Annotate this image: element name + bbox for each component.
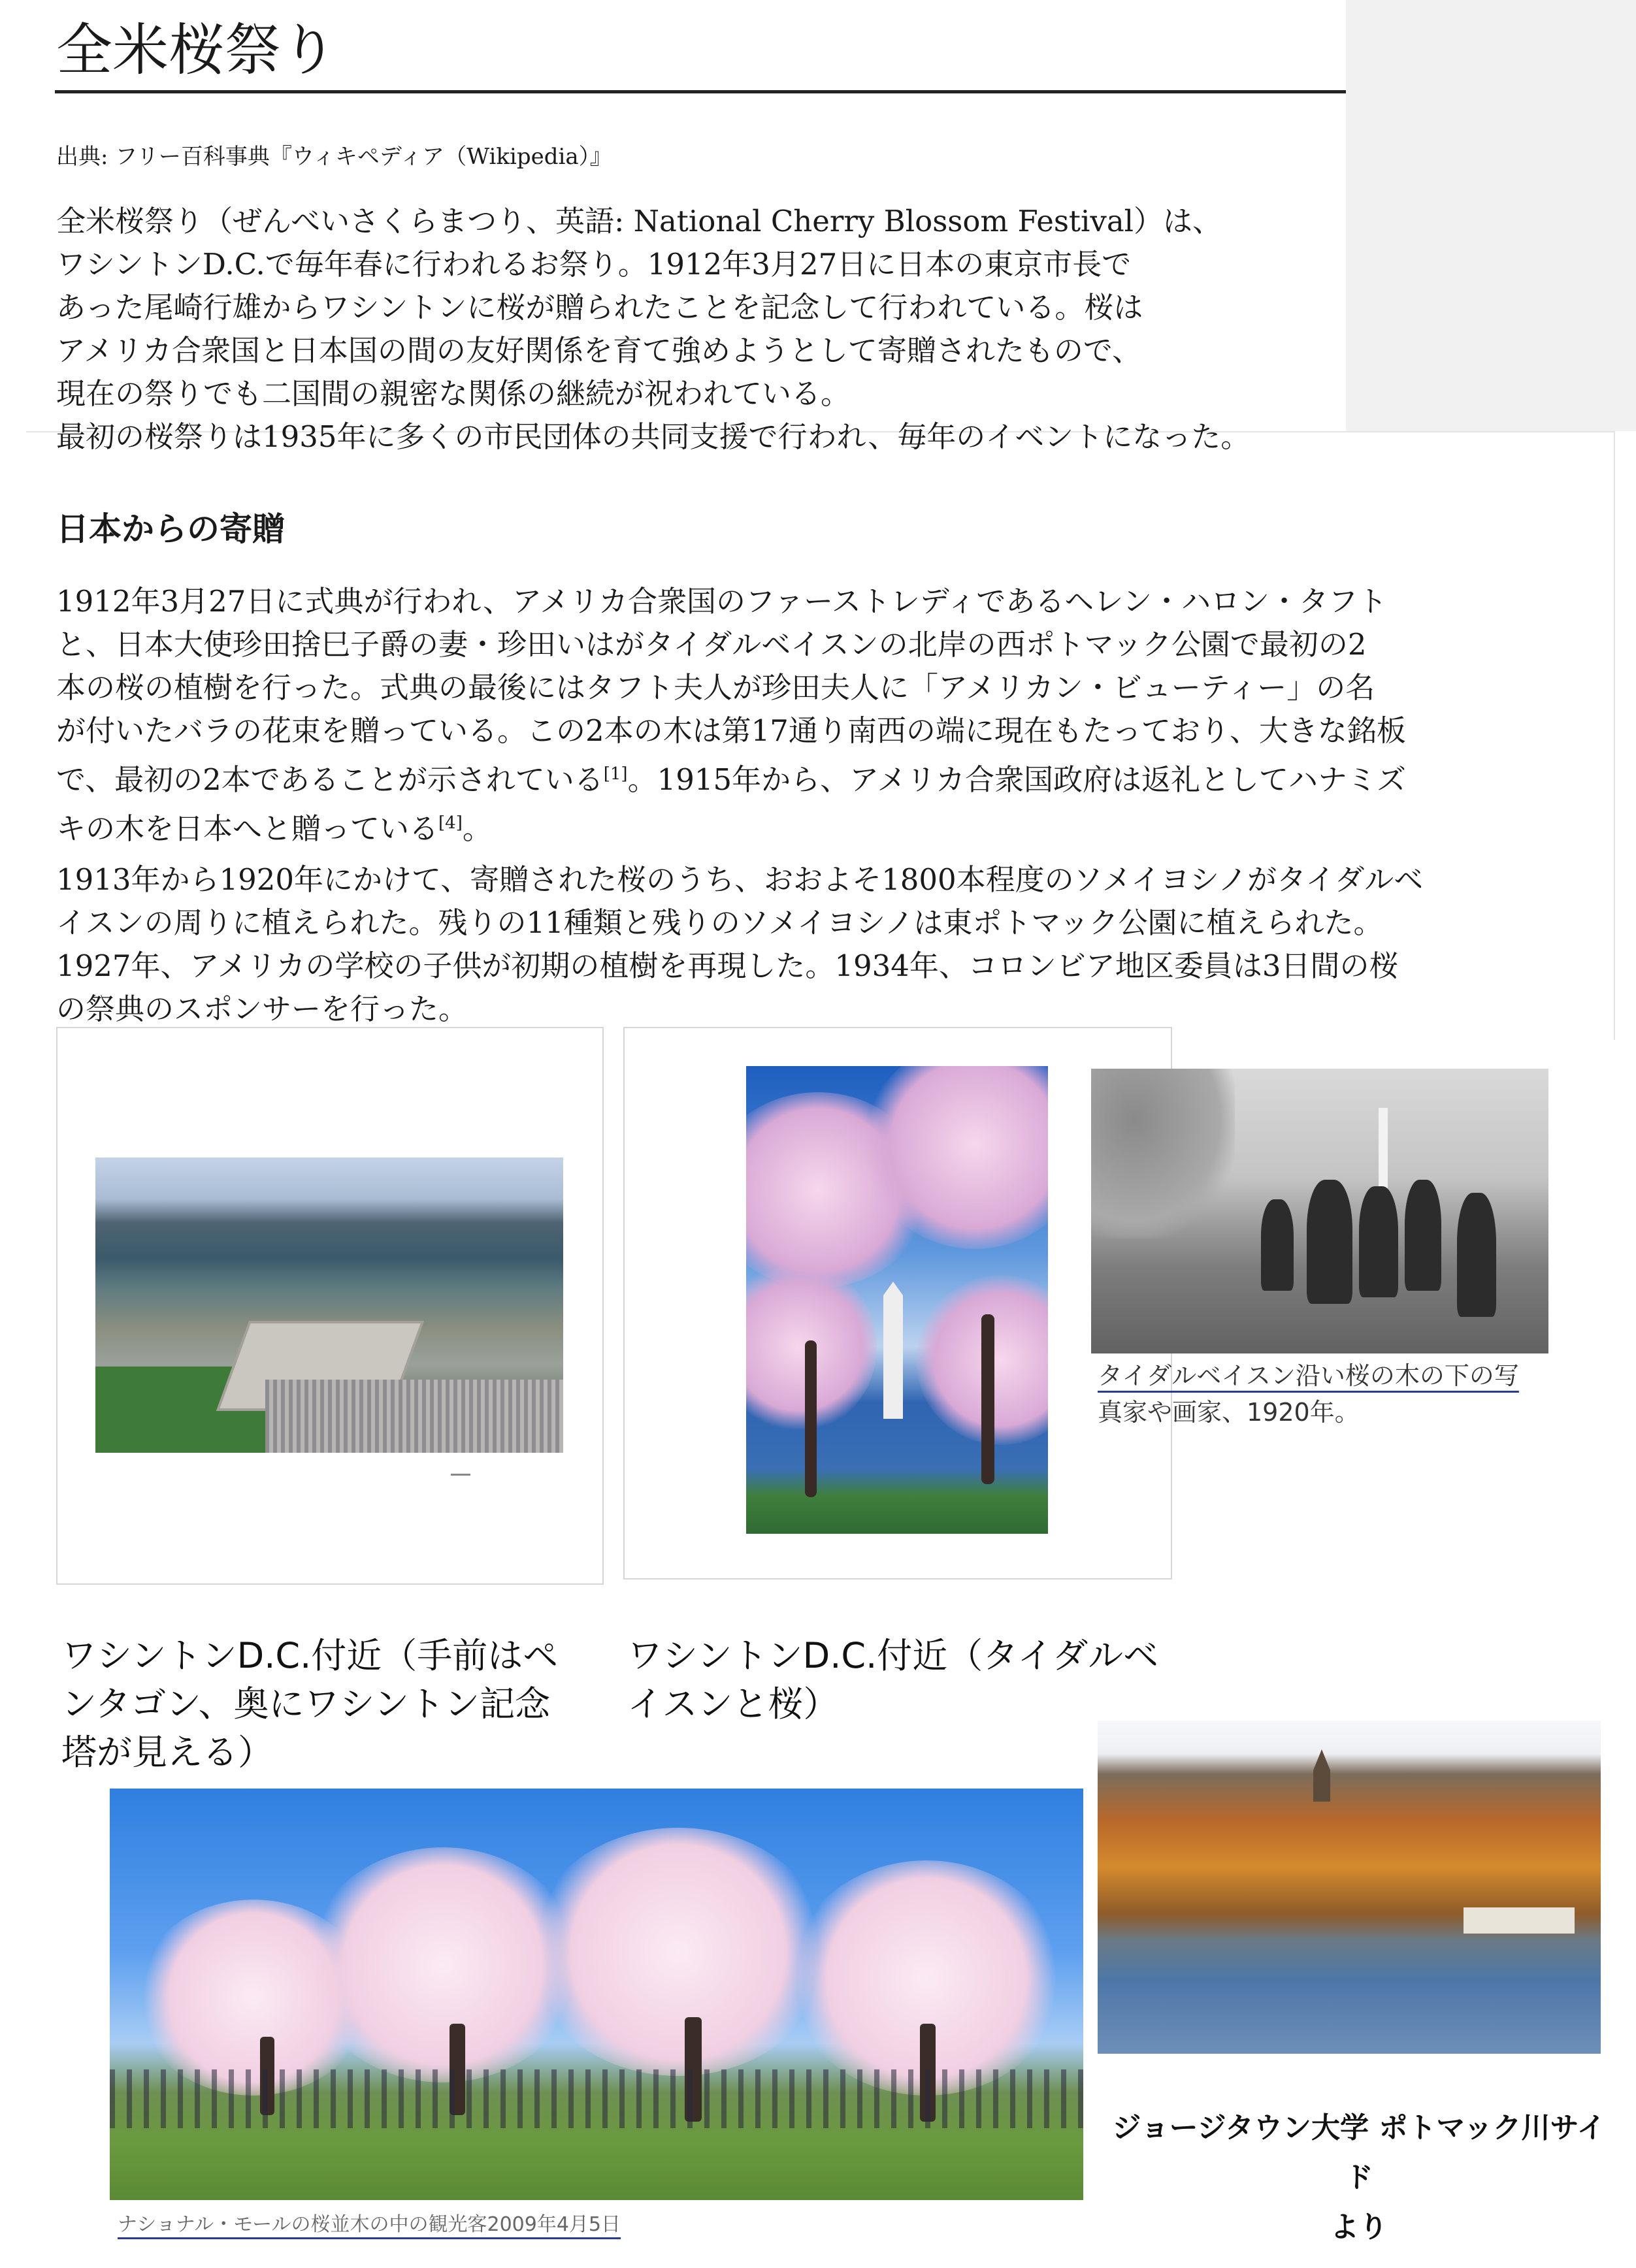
photographers-1920-photo	[1091, 1069, 1548, 1353]
university-spire	[1313, 1749, 1330, 1802]
person-figure	[1405, 1180, 1441, 1291]
source-note: 出典: フリー百科事典『ウィキペディア（Wikipedia）』	[56, 144, 612, 170]
reference-1[interactable]: [1]	[603, 764, 628, 784]
monument-bw	[1379, 1108, 1388, 1199]
tree-trunk	[805, 1340, 817, 1497]
p2-line-3: 1927年、アメリカの学校の子供が初期の植樹を再現した。1934年、コロンビア地区委員は3日間の桜	[56, 948, 1399, 983]
section-heading: 日本からの寄贈	[56, 510, 285, 548]
caption-tidal-basin-line-1: ワシントンD.C.付近（タイダルベ	[627, 1635, 1159, 1676]
intro-line-4: アメリカ合衆国と日本国の間の友好関係を育て強めようとして寄贈されたもので、	[56, 333, 1141, 368]
bloom-canopy	[528, 1828, 828, 2076]
boathouse	[1464, 1907, 1575, 1934]
p2-line-4: の祭典のスポンサーを行った。	[56, 992, 468, 1026]
person-figure	[1261, 1199, 1294, 1291]
caption-tidal-basin-line-2: イスンと桜）	[627, 1683, 839, 1725]
photo3-caption	[1098, 1357, 1555, 1431]
p1-line-5-text: で、最初の2本であることが示されている	[56, 762, 604, 797]
intro-paragraph	[56, 200, 1250, 459]
intro-line-6: 最初の桜祭りは1935年に多くの市民団体の共同支援で行われ、毎年のイベントになった。	[56, 419, 1251, 454]
pentagon-aerial-photo	[95, 1158, 563, 1453]
section-paragraph-2	[56, 858, 1423, 1031]
caption-pentagon	[61, 1632, 584, 1777]
back-sheet	[1346, 0, 1636, 431]
tidal-basin-monument-photo	[746, 1066, 1048, 1534]
p1-line-2: と、日本大使珍田捨巳子爵の妻・珍田いはがタイダルベイスンの北岸の西ポトマック公園で最初の2	[56, 627, 1367, 662]
caption-tidal-basin	[627, 1632, 1189, 1728]
reference-4[interactable]: [4]	[438, 813, 463, 833]
person-figure	[1359, 1186, 1398, 1297]
photo3-caption-line-2: 真家や画家、1920年。	[1098, 1398, 1360, 1427]
p1-line-1: 1912年3月27日に式典が行われ、アメリカ合衆国のファーストレディであるヘレン・ハロン・タフト	[56, 584, 1388, 619]
photo5-caption	[1104, 2103, 1614, 2252]
caption-pentagon-line-3: 塔が見える）	[61, 1732, 273, 1773]
person-figure	[1457, 1193, 1496, 1317]
caption-pentagon-line-2: ンタゴン、奥にワシントン記念	[61, 1683, 551, 1725]
p1-line-6	[56, 802, 1406, 850]
photo5-caption-line-1: ジョージタウン大学 ポトマック川サイド	[1112, 2111, 1606, 2194]
person-figure	[1307, 1180, 1352, 1304]
title-rule	[55, 90, 1346, 93]
page-title: 全米桜祭り	[56, 18, 337, 83]
p1-line-5	[56, 753, 1406, 802]
intro-line-5: 現在の祭りでも二国間の親密な関係の継続が祝われている。	[56, 376, 851, 411]
section-paragraph-1	[56, 580, 1406, 850]
georgetown-university-photo	[1098, 1721, 1601, 2054]
national-mall-cherry-trees-photo	[110, 1789, 1083, 2200]
p1-line-6-text-b: 。	[462, 811, 492, 846]
intro-line-1: 全米桜祭り（ぜんべいさくらまつり、英語: National Cherry Blossom Festival）は、	[56, 204, 1222, 238]
photo3-caption-line-1: タイダルベイスン沿い桜の木の下の写	[1098, 1361, 1519, 1390]
p2-line-2: イスンの周りに植えられた。残りの11種類と残りのソメイヨシノは東ポトマック公園に植えられた。	[56, 905, 1383, 940]
tree-trunk	[981, 1314, 994, 1484]
intro-line-2: ワシントンD.C.で毎年春に行われるお祭り。1912年3月27日に日本の東京市長で	[56, 247, 1132, 282]
caption-pentagon-line-1: ワシントンD.C.付近（手前はペ	[61, 1635, 559, 1676]
visitors-crowd	[110, 2069, 1083, 2128]
p1-line-5-text-b: 。1915年から、アメリカ合衆国政府は返礼としてハナミズ	[627, 762, 1406, 797]
photo5-caption-line-2: より	[1330, 2211, 1388, 2244]
scan-mark	[451, 1474, 470, 1476]
p1-line-6-text: キの木を日本へと贈っている	[56, 811, 439, 846]
p2-line-1: 1913年から1920年にかけて、寄贈された桜のうち、おおよそ1800本程度のソメイヨシノがタイダルベ	[56, 862, 1424, 897]
p1-line-4: が付いたバラの花束を贈っている。この2本の木は第17通り南西の端に現在もたっており、大きな銘板	[56, 713, 1406, 748]
washington-monument	[883, 1282, 903, 1419]
intro-line-3: あった尾崎行雄からワシントンに桜が贈られたことを記念して行われている。桜は	[56, 290, 1143, 325]
photo4-caption: ナショナル・モールの桜並木の中の観光客2009年4月5日	[118, 2213, 621, 2236]
parking-lot	[265, 1380, 563, 1453]
p1-line-3: 本の桜の植樹を行った。式典の最後にはタフト夫人が珍田夫人に「アメリカン・ビューティー」の名	[56, 670, 1375, 705]
cherry-tree-bw	[1091, 1069, 1235, 1239]
